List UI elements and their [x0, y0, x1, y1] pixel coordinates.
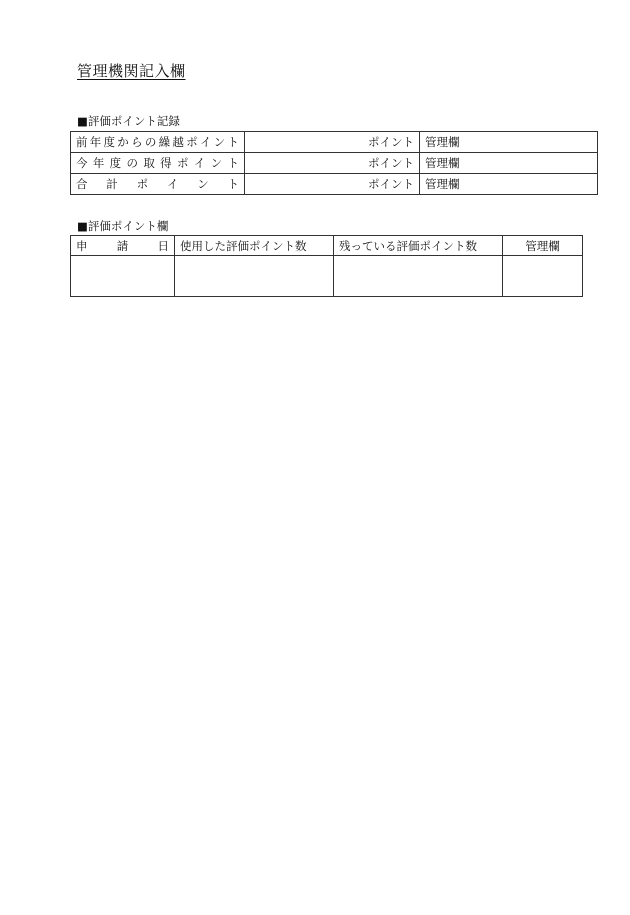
label-char: 年	[92, 156, 105, 170]
points-record-heading: ■評価ポイント記録	[77, 114, 180, 128]
acquired-points-cell: ポイント	[245, 153, 420, 174]
label-char: ン	[197, 177, 209, 191]
application-date-label	[76, 238, 169, 254]
label-char: ポ	[176, 156, 189, 170]
points-usage-table	[70, 235, 583, 297]
page-title: 管理機関記入欄	[77, 62, 186, 80]
label-char: 年	[89, 135, 102, 149]
label-char: か	[117, 135, 129, 149]
label-char: 申	[76, 238, 88, 253]
carryover-points-cell: ポイント	[245, 132, 420, 153]
table-row	[71, 132, 598, 153]
label-char: 今	[76, 156, 88, 170]
acquired-label-cell	[71, 153, 245, 174]
total-points-cell: ポイント	[245, 174, 420, 195]
label-char: 前	[76, 135, 88, 149]
label-char: 越	[172, 135, 184, 149]
remaining-points-cell[interactable]	[334, 256, 503, 297]
admin-cell: 管理欄	[420, 153, 598, 174]
label-char: ポ	[136, 177, 149, 191]
label-char: 請	[116, 238, 129, 253]
carryover-label	[76, 134, 239, 150]
application-date-header	[71, 236, 175, 256]
label-char: ト	[227, 177, 239, 191]
total-label-cell	[71, 174, 245, 195]
acquired-label	[76, 155, 239, 171]
admin-cell[interactable]	[503, 256, 583, 297]
table-row	[71, 174, 598, 195]
label-char: ン	[213, 135, 226, 149]
label-char: 取	[143, 156, 155, 170]
total-label	[76, 176, 239, 192]
label-char: の	[144, 135, 157, 149]
label-char: ト	[227, 156, 239, 170]
label-char: イ	[193, 156, 206, 170]
table-header-row	[71, 236, 583, 256]
label-char: 得	[160, 156, 172, 170]
label-char: の	[126, 156, 138, 170]
label-char: 繰	[158, 135, 171, 149]
points-record-table	[70, 131, 598, 195]
table-row	[71, 153, 598, 174]
table-row	[71, 256, 583, 297]
label-char: 日	[157, 238, 169, 253]
label-char: ン	[210, 156, 223, 170]
used-points-header: 使用した評価ポイント数	[175, 236, 334, 256]
label-char: ト	[227, 135, 239, 149]
label-char: 度	[109, 156, 122, 170]
application-date-cell[interactable]	[71, 256, 175, 297]
label-char: イ	[199, 135, 212, 149]
admin-cell: 管理欄	[420, 132, 598, 153]
label-char: 合	[76, 177, 88, 191]
used-points-cell[interactable]	[175, 256, 334, 297]
label-char: ポ	[186, 135, 198, 149]
carryover-label-cell	[71, 132, 245, 153]
label-char: 計	[106, 177, 118, 191]
points-usage-heading: ■評価ポイント欄	[77, 219, 169, 233]
label-char: 度	[103, 135, 116, 149]
remaining-points-header: 残っている評価ポイント数	[334, 236, 503, 256]
admin-header: 管理欄	[503, 236, 583, 256]
label-char: イ	[166, 177, 179, 191]
admin-cell: 管理欄	[420, 174, 598, 195]
label-char: ら	[131, 135, 143, 149]
